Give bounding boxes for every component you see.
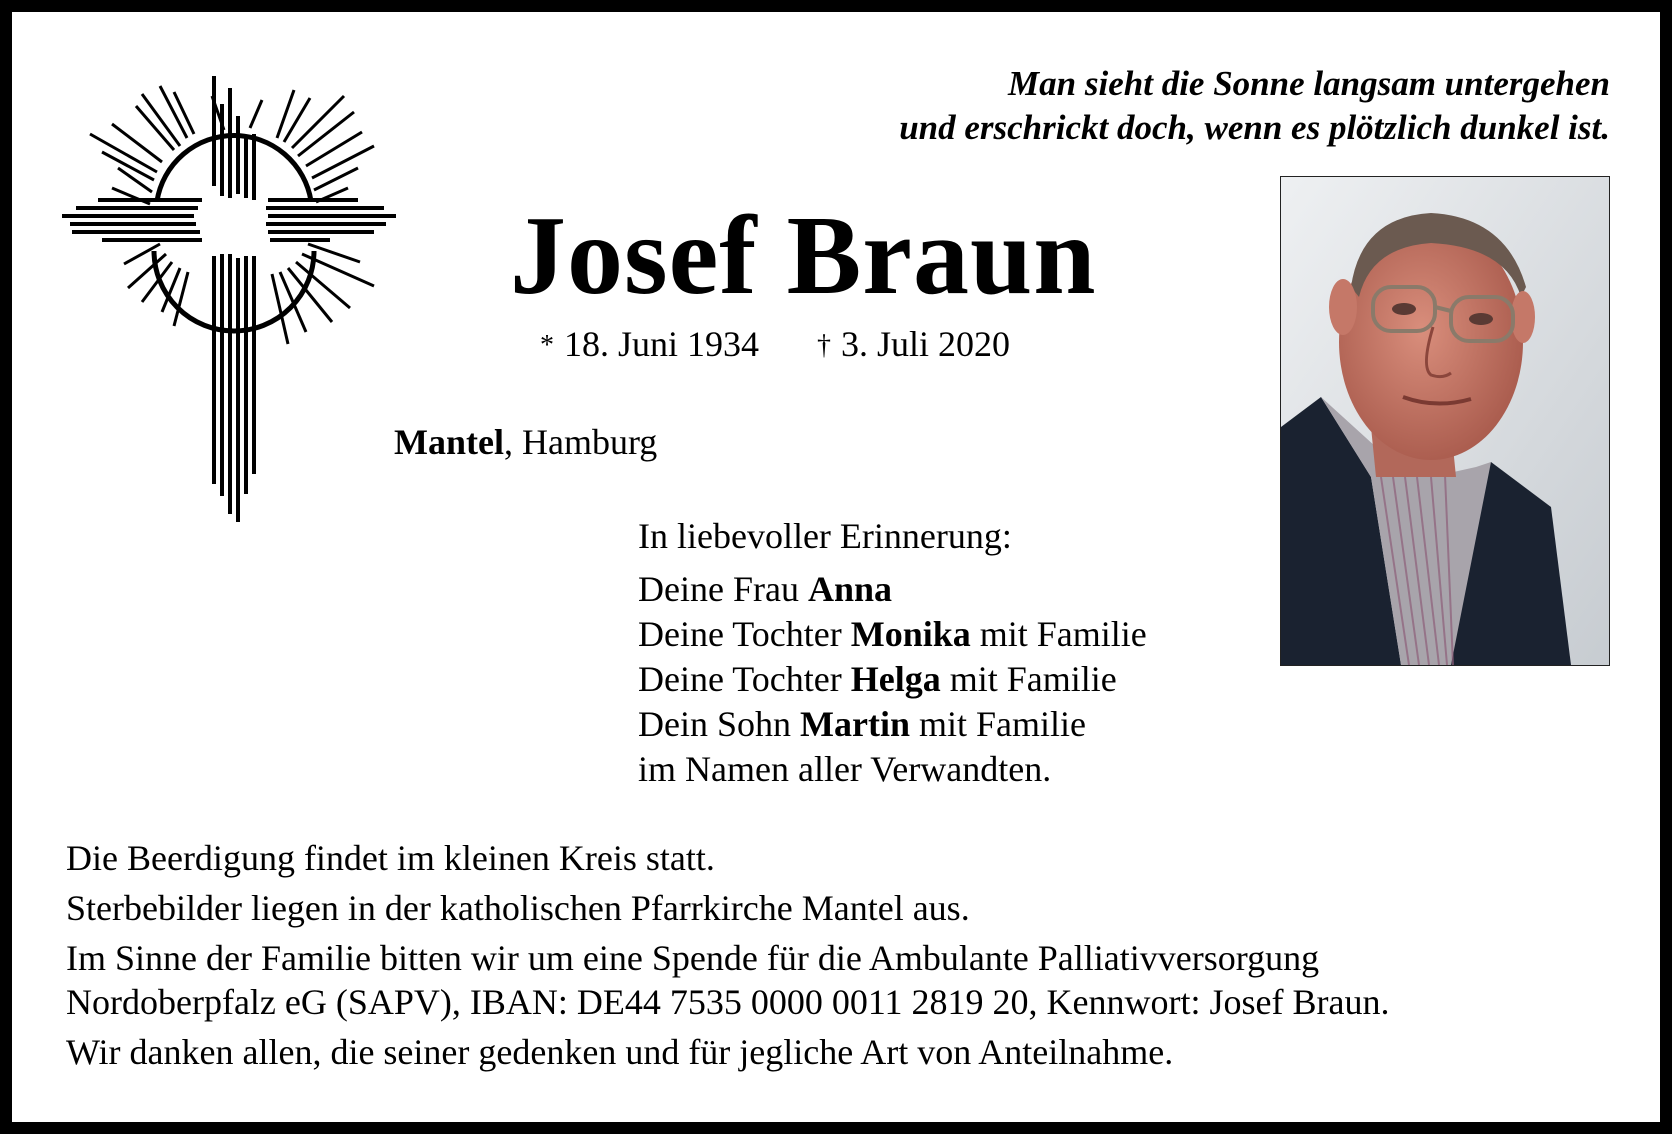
radiant-cross-icon	[62, 76, 398, 522]
donation-note-line-2: Nordoberpfalz eG (SAPV), IBAN: DE44 7535 0000 0011 2819 20, Kennwort: Josef Braun.	[66, 982, 1390, 1022]
birth-date: 18. Juni 1934	[564, 324, 760, 364]
mourner-line: Deine Tochter Helga mit Familie	[638, 659, 1117, 699]
quote	[899, 62, 1610, 150]
mourner-line: Dein Sohn Martin mit Familie	[638, 704, 1086, 744]
residence-town: Mantel	[394, 422, 504, 462]
thanks-note: Wir danken allen, die seiner gedenken und für jegliche Art von Anteilnahme.	[66, 1032, 1174, 1072]
quote-line-2: und erschrickt doch, wenn es plötzlich dunkel ist.	[899, 108, 1610, 147]
mourners-block	[638, 514, 1147, 792]
birth-symbol: *	[540, 330, 554, 361]
residence	[394, 420, 657, 464]
death-date: 3. Juli 2020	[841, 324, 1011, 364]
quote-line-1: Man sieht die Sonne langsam untergehen	[1008, 64, 1610, 103]
life-dates	[540, 322, 1010, 368]
death-symbol: †	[817, 330, 832, 361]
deceased-name: Josef Braun	[510, 194, 1097, 318]
donation-note-line-1: Im Sinne der Familie bitten wir um eine Spende für die Ambulante Palliativversorgung	[66, 938, 1320, 978]
residence-city: , Hamburg	[503, 422, 658, 462]
mourner-line: Deine Frau Anna	[638, 569, 892, 609]
mourner-line: im Namen aller Verwandten.	[638, 749, 1052, 789]
portrait-photo	[1280, 176, 1610, 666]
memorial-cards-note: Sterbebilder liegen in der katholischen Pfarrkirche Mantel aus.	[66, 888, 970, 928]
mourners-intro: In liebevoller Erinnerung:	[638, 516, 1012, 556]
footer-text	[66, 836, 1389, 1074]
funeral-note: Die Beerdigung findet im kleinen Kreis statt.	[66, 838, 715, 878]
mourner-line: Deine Tochter Monika mit Familie	[638, 614, 1147, 654]
